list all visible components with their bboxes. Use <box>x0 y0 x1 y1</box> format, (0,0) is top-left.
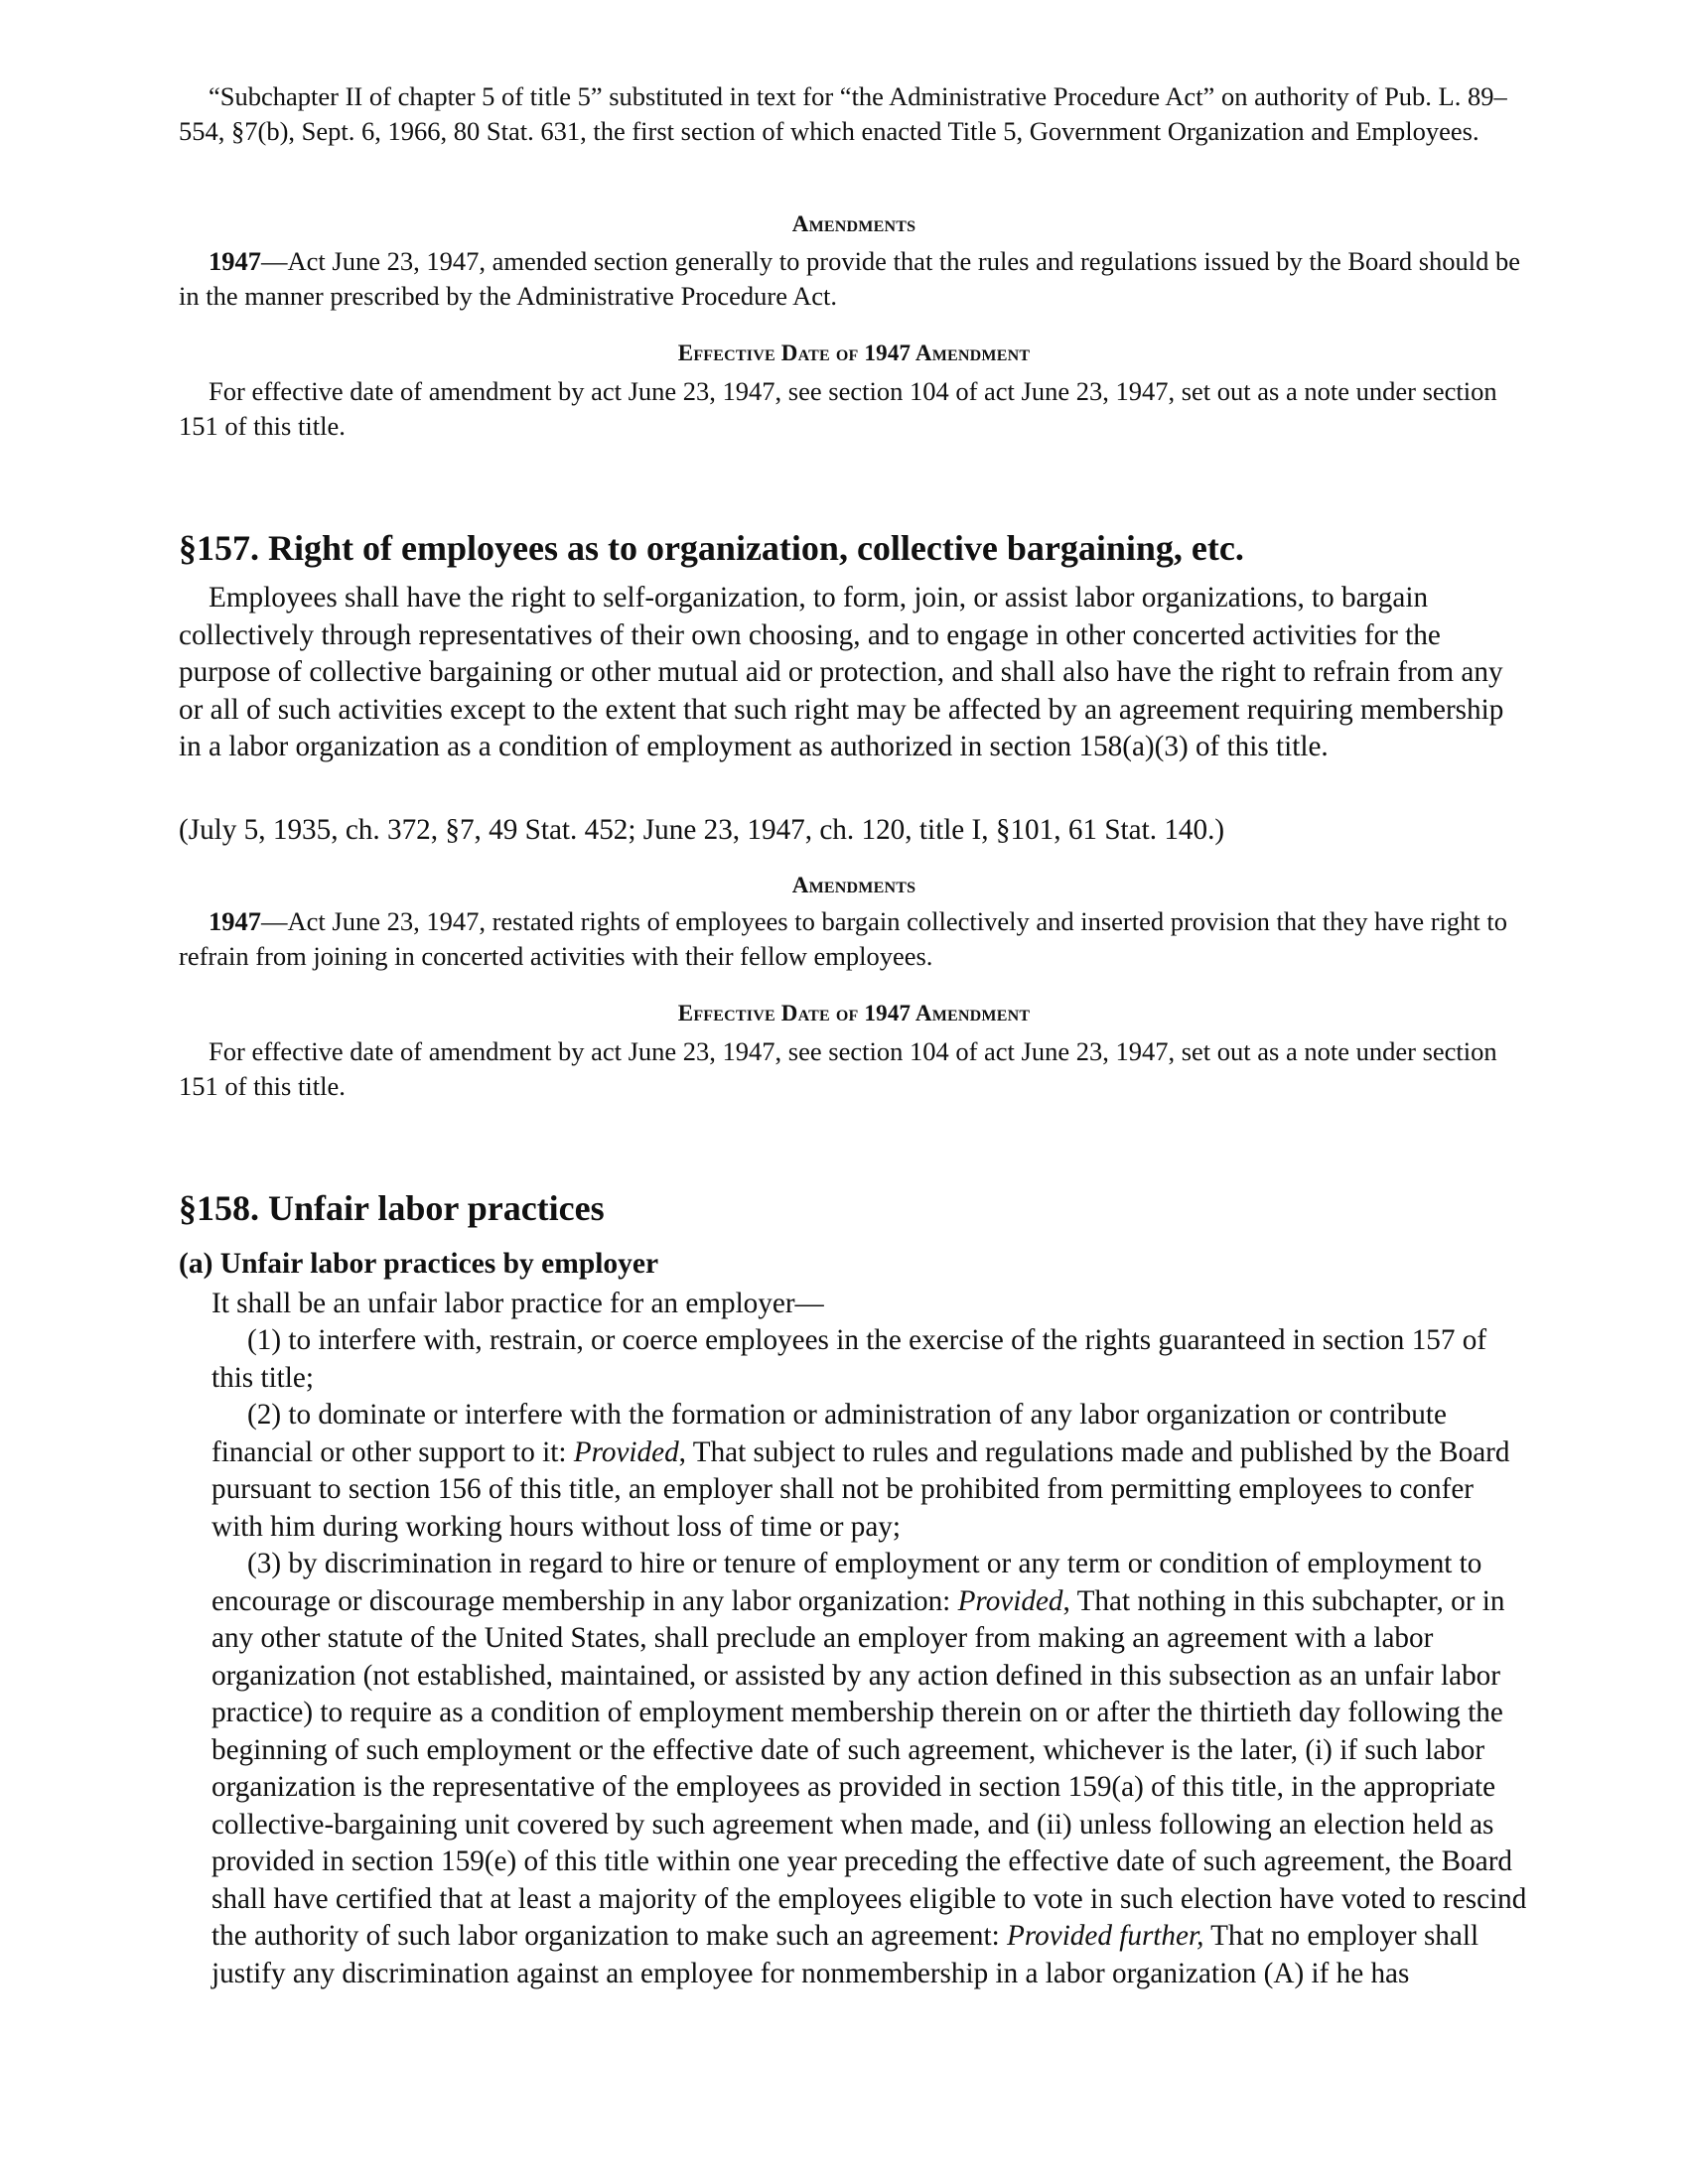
paragraph-3-text-end: That no employer shall justify any discrimination against an employee for nonmembership in a labor organization (A) if he has <box>211 1920 1479 1989</box>
provided-proviso: Provided <box>957 1584 1063 1617</box>
subsection-a-intro: It shall be an unfair labor practice for an employer— <box>211 1288 824 1319</box>
note-subchapter-substitution: “Subchapter II of chapter 5 of title 5” substituted in text for “the Administrative Procedure Act” on authority of Pub. L. 89–554, §7(b), Sept. 6, 1966, 80 Stat. 631, the first section of which enacted Title 5, Government Organization and Employees. <box>179 81 1507 146</box>
amendments-note <box>179 244 1529 314</box>
amendment-year: 1947 <box>209 906 261 936</box>
section-157-effective-heading: Effective Date of 1947 Amendment <box>677 1001 1031 1025</box>
provided-further-proviso: Provided further, <box>1007 1920 1204 1952</box>
effective-date-heading: Effective Date of 1947 Amendment <box>677 341 1031 365</box>
paragraph-3-text-cont: , That nothing in this subchapter, or in any other statute of the United States, shall preclude an employer from making an agreement with a labor organization (not established, maintained, or assisted by any action defined in this subsection as an unfair labor practice) to require as a condition of employment membership therein on or after the thirtieth day following the beginning of such employment or the effective date of such agreement, whichever is the later, (i) if such labor organization is the representative of the employees as provided in section 159(a) of this title, in the appropriate collective-bargaining unit covered by such agreement when made, and (ii) unless following an election held as provided in section 159(e) of this title within one year preceding the effective date of such agreement, the Board shall have certified that at least a majority of the employees eligible to vote in such election have voted to rescind the authority of such labor organization to make such an agreement: <box>211 1584 1527 1952</box>
subsection-a-heading: (a) Unfair labor practices by employer <box>179 1248 659 1280</box>
paragraph-2 <box>211 1397 1532 1546</box>
section-157-amendments-note <box>179 904 1529 974</box>
section-157-amendments-heading: Amendments <box>791 873 916 897</box>
section-157-history: (July 5, 1935, ch. 372, §7, 49 Stat. 452; June 23, 1947, ch. 120, title I, §101, 61 Stat. 140.) <box>179 814 1225 846</box>
paragraph-2-text-cont: , That subject to rules and regulations made and published by the Board pursuant to section 156 of this title, an employer shall not be prohibited from permitting employees to confer with him during working hours without loss of time or pay; <box>211 1435 1510 1543</box>
paragraph-1: (1) to interfere with, restrain, or coerce employees in the exercise of the rights guaranteed in section 157 of this title; <box>211 1324 1487 1394</box>
paragraph-3-text: (3) by discrimination in regard to hire or tenure of employment or any term or condition of employment to encourage or discourage membership in any labor organization: <box>211 1548 1482 1617</box>
amendment-text: —Act June 23, 1947, restated rights of employees to bargain collectively and inserted provision that they have right to refrain from joining in concerted activities with their fellow employees. <box>179 906 1508 971</box>
amendment-year: 1947 <box>209 246 261 276</box>
amendments-heading: Amendments <box>791 211 916 236</box>
section-157-heading: §157. Right of employees as to organization, collective bargaining, etc. <box>179 528 1244 568</box>
section-157-body: Employees shall have the right to self-organization, to form, join, or assist labor organizations, to bargain collectively through representatives of their own choosing, and to engage in other concerted activities for the purpose of collective bargaining or other mutual aid or protection, and shall also have the right to refrain from any or all of such activities except to the extent that such right may be affected by an agreement requiring membership in a labor organization as a condition of employment as authorized in section 158(a)(3) of this title. <box>179 582 1504 762</box>
section-157-effective-note: For effective date of amendment by act June 23, 1947, see section 104 of act June 23, 1947, set out as a note under section 151 of this title. <box>179 1036 1497 1101</box>
section-158-heading: §158. Unfair labor practices <box>179 1188 605 1228</box>
paragraph-3 <box>211 1546 1532 1992</box>
effective-date-note: For effective date of amendment by act June 23, 1947, see section 104 of act June 23, 1947, set out as a note under section 151 of this title. <box>179 376 1497 441</box>
amendment-text: —Act June 23, 1947, amended section generally to provide that the rules and regulations issued by the Board should be in the manner prescribed by the Administrative Procedure Act. <box>179 246 1521 311</box>
paragraph-2-text: (2) to dominate or interfere with the formation or administration of any labor organization or contribute financial or other support to it: <box>211 1399 1447 1468</box>
provided-proviso: Provided <box>573 1435 679 1468</box>
